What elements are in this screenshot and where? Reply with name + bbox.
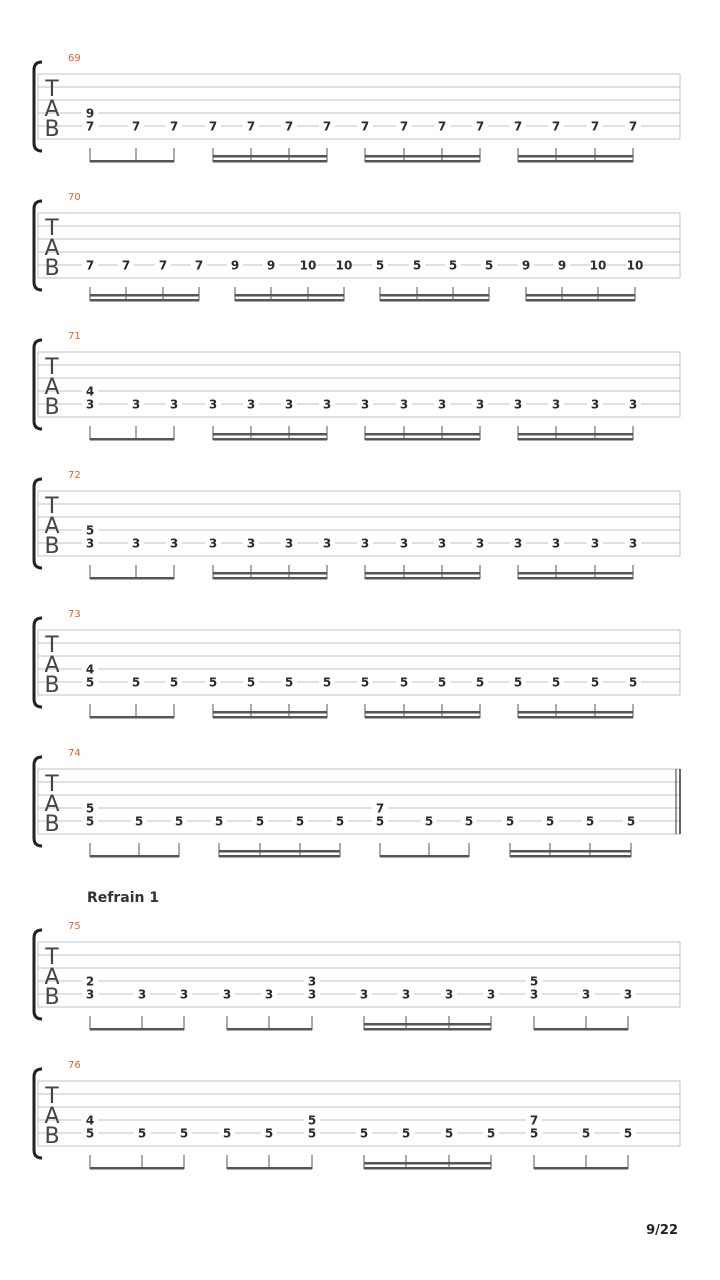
fret-number: 3: [551, 397, 561, 412]
fret-number: 3: [581, 987, 591, 1002]
fret-number: 5: [444, 1126, 454, 1141]
fret-number: 3: [513, 397, 523, 412]
tab-clef-letter: T: [45, 1084, 59, 1109]
beam-secondary: [213, 711, 327, 714]
fret-number: 7: [475, 119, 485, 134]
beam-primary: [90, 577, 174, 580]
fret-number: 3: [85, 536, 95, 551]
fret-number: 3: [475, 397, 485, 412]
beam-primary: [380, 299, 489, 302]
beam-secondary: [510, 850, 631, 853]
beam-primary: [365, 577, 480, 580]
fret-number: 3: [169, 397, 179, 412]
tab-clef-letter: B: [44, 117, 60, 142]
beam-primary: [518, 438, 633, 441]
beam-secondary: [365, 433, 480, 436]
beam-secondary: [90, 294, 199, 297]
beam-primary: [213, 160, 327, 163]
fret-number-chord: 9: [85, 106, 95, 121]
tab-clef-letter: A: [44, 514, 60, 539]
measure-number: 72: [68, 470, 81, 481]
tab-clef-letter: B: [44, 395, 60, 420]
fret-number: 3: [401, 987, 411, 1002]
beam-primary: [213, 577, 327, 580]
fret-number: 3: [131, 536, 141, 551]
fret-number: 3: [590, 397, 600, 412]
tab-system-69: [34, 53, 680, 163]
beam-secondary: [213, 155, 327, 158]
fret-number: 3: [590, 536, 600, 551]
fret-number-chord: 4: [85, 662, 95, 677]
fret-number: 5: [284, 675, 294, 690]
fret-number: 7: [246, 119, 256, 134]
fret-number: 5: [335, 814, 345, 829]
beam-primary: [235, 299, 344, 302]
fret-number-chord: 5: [85, 523, 95, 538]
fret-number: 3: [623, 987, 633, 1002]
fret-number: 3: [179, 987, 189, 1002]
fret-number: 5: [401, 1126, 411, 1141]
fret-number: 5: [412, 258, 422, 273]
tab-system-74: [34, 748, 680, 858]
measure-number: 76: [68, 1060, 81, 1071]
tab-clef-letter: B: [44, 812, 60, 837]
tab-clef-letter: T: [45, 945, 59, 970]
tab-system-75: [34, 890, 680, 1031]
fret-number: 5: [85, 1126, 95, 1141]
tab-clef-letter: B: [44, 256, 60, 281]
fret-number: 3: [437, 397, 447, 412]
fret-number: 5: [295, 814, 305, 829]
beam-primary: [227, 1028, 312, 1031]
fret-number-chord: 4: [85, 384, 95, 399]
fret-number: 3: [628, 397, 638, 412]
fret-number: 3: [208, 397, 218, 412]
tab-clef-letter: T: [45, 216, 59, 241]
beam-secondary: [219, 850, 340, 853]
beam-secondary: [518, 433, 633, 436]
beam-secondary: [364, 1023, 491, 1026]
fret-number: 3: [486, 987, 496, 1002]
fret-number: 3: [360, 397, 370, 412]
measure-number: 73: [68, 609, 81, 620]
fret-number: 3: [137, 987, 147, 1002]
beam-secondary: [518, 711, 633, 714]
fret-number: 7: [399, 119, 409, 134]
fret-number: 5: [85, 814, 95, 829]
beam-secondary: [365, 711, 480, 714]
tab-clef-letter: A: [44, 653, 60, 678]
fret-number: 7: [590, 119, 600, 134]
fret-number: 3: [437, 536, 447, 551]
fret-number: 5: [208, 675, 218, 690]
fret-number: 7: [513, 119, 523, 134]
beam-secondary: [526, 294, 635, 297]
fret-number: 3: [359, 987, 369, 1002]
beam-secondary: [518, 572, 633, 575]
tab-system-70: [34, 192, 680, 302]
fret-number: 9: [230, 258, 240, 273]
measure-number: 70: [68, 192, 81, 203]
fret-number-chord: 7: [529, 1113, 539, 1128]
tab-clef-letter: A: [44, 375, 60, 400]
fret-number: 3: [264, 987, 274, 1002]
fret-number: 5: [255, 814, 265, 829]
fret-number: 5: [437, 675, 447, 690]
fret-number: 5: [134, 814, 144, 829]
fret-number: 3: [360, 536, 370, 551]
fret-number: 5: [529, 1126, 539, 1141]
fret-number: 7: [194, 258, 204, 273]
page-number: 9/22: [646, 1223, 678, 1238]
tab-clef-letter: T: [45, 494, 59, 519]
fret-number: 3: [284, 536, 294, 551]
fret-number: 3: [169, 536, 179, 551]
beam-primary: [213, 438, 327, 441]
fret-number: 3: [85, 987, 95, 1002]
fret-number: 5: [448, 258, 458, 273]
fret-number: 7: [360, 119, 370, 134]
fret-number: 10: [299, 258, 317, 273]
beam-primary: [213, 716, 327, 719]
fret-number: 3: [208, 536, 218, 551]
beam-primary: [518, 577, 633, 580]
fret-number: 7: [85, 119, 95, 134]
fret-number-chord: 2: [85, 974, 95, 989]
fret-number: 5: [399, 675, 409, 690]
beam-primary: [90, 855, 179, 858]
fret-number: 7: [158, 258, 168, 273]
fret-number: 5: [174, 814, 184, 829]
beam-primary: [534, 1028, 628, 1031]
fret-number-chord: 5: [85, 801, 95, 816]
beam-primary: [90, 160, 174, 163]
tab-clef-letter: T: [45, 355, 59, 380]
tab-clef-letter: A: [44, 236, 60, 261]
fret-number: 5: [264, 1126, 274, 1141]
beam-primary: [365, 438, 480, 441]
beam-primary: [364, 1167, 491, 1170]
fret-number: 7: [284, 119, 294, 134]
tab-clef-letter: T: [45, 77, 59, 102]
fret-number: 5: [214, 814, 224, 829]
fret-number: 3: [475, 536, 485, 551]
fret-number-chord: 4: [85, 1113, 95, 1128]
fret-number: 5: [246, 675, 256, 690]
fret-number: 9: [557, 258, 567, 273]
tab-clef-letter: B: [44, 534, 60, 559]
fret-number: 5: [222, 1126, 232, 1141]
beam-secondary: [364, 1162, 491, 1165]
fret-number: 3: [399, 536, 409, 551]
fret-number: 5: [585, 814, 595, 829]
beam-primary: [365, 716, 480, 719]
fret-number: 3: [628, 536, 638, 551]
tab-system-72: [34, 470, 680, 580]
fret-number: 5: [475, 675, 485, 690]
fret-number: 7: [208, 119, 218, 134]
section-label: Refrain 1: [87, 890, 160, 906]
fret-number: 10: [626, 258, 644, 273]
fret-number: 5: [307, 1126, 317, 1141]
fret-number: 5: [359, 1126, 369, 1141]
fret-number: 5: [545, 814, 555, 829]
beam-secondary: [213, 433, 327, 436]
fret-number-chord: 7: [375, 801, 385, 816]
fret-number: 3: [322, 397, 332, 412]
fret-number: 7: [169, 119, 179, 134]
fret-number: 3: [85, 397, 95, 412]
fret-number: 3: [222, 987, 232, 1002]
tab-clef-letter: A: [44, 1104, 60, 1129]
tab-clef-letter: A: [44, 792, 60, 817]
tab-system-76: [34, 1060, 680, 1170]
fret-number-chord: 5: [529, 974, 539, 989]
beam-secondary: [518, 155, 633, 158]
fret-number: 7: [121, 258, 131, 273]
fret-number: 5: [424, 814, 434, 829]
beam-primary: [90, 716, 174, 719]
fret-number: 3: [307, 987, 317, 1002]
fret-number: 5: [505, 814, 515, 829]
tab-clef-letter: B: [44, 985, 60, 1010]
fret-number: 5: [322, 675, 332, 690]
measure-number: 75: [68, 921, 81, 932]
beam-primary: [365, 160, 480, 163]
fret-number: 5: [131, 675, 141, 690]
tab-clef-letter: A: [44, 965, 60, 990]
fret-number: 5: [85, 675, 95, 690]
fret-number: 5: [513, 675, 523, 690]
fret-number: 5: [360, 675, 370, 690]
beam-primary: [534, 1167, 628, 1170]
fret-number: 5: [628, 675, 638, 690]
fret-number: 7: [551, 119, 561, 134]
beam-secondary: [213, 572, 327, 575]
fret-number: 7: [437, 119, 447, 134]
beam-primary: [90, 1167, 184, 1170]
fret-number: 5: [169, 675, 179, 690]
fret-number: 7: [131, 119, 141, 134]
fret-number: 3: [513, 536, 523, 551]
fret-number: 5: [623, 1126, 633, 1141]
fret-number: 5: [464, 814, 474, 829]
fret-number: 7: [85, 258, 95, 273]
fret-number: 7: [628, 119, 638, 134]
fret-number-chord: 5: [307, 1113, 317, 1128]
beam-secondary: [235, 294, 344, 297]
fret-number: 3: [322, 536, 332, 551]
fret-number-chord: 3: [307, 974, 317, 989]
tab-system-73: [34, 609, 680, 719]
measure-number: 74: [68, 748, 81, 759]
fret-number: 5: [484, 258, 494, 273]
fret-number: 3: [529, 987, 539, 1002]
fret-number: 10: [335, 258, 353, 273]
beam-primary: [90, 1028, 184, 1031]
fret-number: 5: [375, 258, 385, 273]
tab-system-71: [34, 331, 680, 441]
beam-primary: [219, 855, 340, 858]
fret-number: 9: [521, 258, 531, 273]
beam-primary: [380, 855, 469, 858]
beam-primary: [227, 1167, 312, 1170]
fret-number: 5: [581, 1126, 591, 1141]
beam-primary: [518, 160, 633, 163]
fret-number: 3: [131, 397, 141, 412]
beam-primary: [526, 299, 635, 302]
fret-number: 3: [284, 397, 294, 412]
beam-secondary: [365, 155, 480, 158]
tab-clef-letter: T: [45, 633, 59, 658]
fret-number: 7: [322, 119, 332, 134]
tab-systems: [34, 53, 680, 1170]
fret-number: 5: [179, 1126, 189, 1141]
fret-number: 5: [551, 675, 561, 690]
measure-number: 69: [68, 53, 81, 64]
fret-number: 5: [626, 814, 636, 829]
beam-primary: [518, 716, 633, 719]
fret-number: 5: [375, 814, 385, 829]
fret-number: 5: [137, 1126, 147, 1141]
measure-number: 71: [68, 331, 81, 342]
tab-clef-letter: B: [44, 1124, 60, 1149]
fret-number: 5: [590, 675, 600, 690]
fret-number: 3: [246, 536, 256, 551]
beam-primary: [364, 1028, 491, 1031]
tab-clef-letter: B: [44, 673, 60, 698]
fret-number: 3: [246, 397, 256, 412]
beam-secondary: [365, 572, 480, 575]
beam-primary: [90, 438, 174, 441]
tab-clef-letter: T: [45, 772, 59, 797]
tab-clef-letter: A: [44, 97, 60, 122]
fret-number: 5: [486, 1126, 496, 1141]
beam-primary: [90, 299, 199, 302]
fret-number: 9: [266, 258, 276, 273]
fret-number: 3: [399, 397, 409, 412]
fret-number: 10: [589, 258, 607, 273]
fret-number: 3: [444, 987, 454, 1002]
fret-number: 3: [551, 536, 561, 551]
beam-secondary: [380, 294, 489, 297]
beam-primary: [510, 855, 631, 858]
